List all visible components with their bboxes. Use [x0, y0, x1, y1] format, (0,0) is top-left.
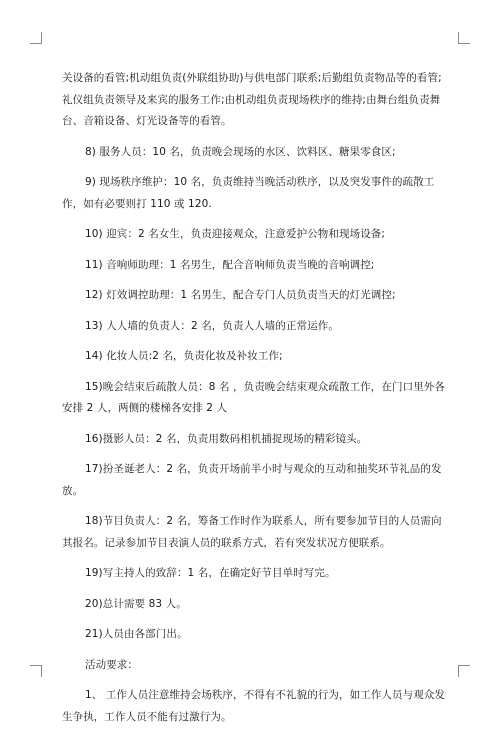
paragraph-photographers: 16)摄影人员：2 名，负责用数码相机捕捉现场的精彩镜头。: [85, 432, 368, 445]
document-body: [62, 68, 446, 737]
crop-mark-top-right: [458, 32, 470, 44]
crop-mark-top-left: [30, 32, 42, 44]
paragraph-program-lead: 18)节目负责人：2 名，筹备工作时作为联系人，所有要参加节目的人员需向其报名。记录参加节目表演人员的联系方式，若有突发状况方便联系。: [62, 515, 442, 549]
paragraph-order-maintenance: 9) 现场秩序维护：10 名，负责维持当晚活动秩序，以及突发事件的疏散工作，如有必要则打 110 或 120.: [62, 176, 435, 210]
paragraph-total: 20)总计需要 83 人。: [85, 597, 187, 610]
paragraph-staff-source: 21)人员由各部门出。: [85, 628, 188, 640]
paragraph-makeup-staff: 14) 化妆人员:2 名，负责化妆及补妆工作;: [85, 350, 283, 362]
paragraph-requirement-1: 1、 工作人员注意维持会场秩序，不得有不礼貌的行为，如工作人员与观众发生争执，工作人员不能有过激行为。: [62, 689, 446, 723]
paragraph-service-staff: 8) 服务人员：10 名，负责晚会现场的水区、饮料区、糖果零食区;: [85, 145, 396, 158]
crop-mark-bottom-right: [458, 665, 470, 677]
crop-mark-bottom-left: [30, 665, 42, 677]
paragraph-greeters: 10) 迎宾：2 名女生，负责迎接观众，注意爱护公物和现场设备;: [85, 228, 386, 240]
paragraph-lighting-assistant: 12) 灯效调控助理：1 名男生，配合专门人员负责当天的灯光调控;: [85, 289, 396, 301]
paragraph-equipment-duties: 关设备的看管;机动组负责(外联组协助)与供电部门联系;后勤组负责物品等的看管;礼仪组负责领导及来宾的服务工作;由机动组负责现场秩序的维持;由舞台组负责舞台、音箱设备、灯光设备等的看管。: [62, 72, 442, 127]
paragraph-evacuation-staff: 15)晚会结束后疏散人员：8 名 ，负责晚会结束观众疏散工作，在门口里外各安排 2 人，两侧的楼梯各安排 2 人: [62, 380, 446, 414]
section-heading-requirements: 活动要求：: [85, 658, 138, 671]
paragraph-host-speech: 19)写主持人的致辞：1 名，在确定好节目单时写完。: [85, 567, 336, 579]
paragraph-sound-assistant: 11) 音响师助理：1 名男生，配合音响师负责当晚的音响调控;: [85, 258, 375, 271]
paragraph-santa: 17)扮圣诞老人：2 名，负责开场前半小时与观众的互动和抽奖环节礼品的发放。: [62, 463, 442, 497]
paragraph-people-wall: 13) 人人墙的负责人：2 名，负责人人墙的正常运作。: [85, 319, 340, 332]
